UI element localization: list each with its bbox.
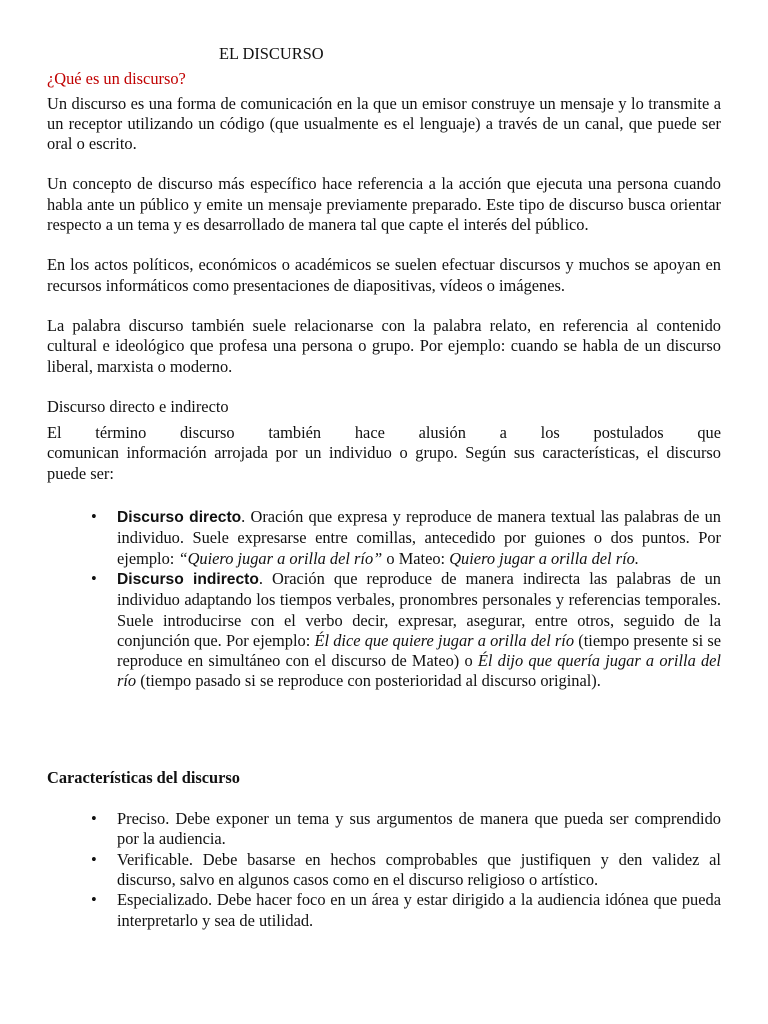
term-direct: Discurso directo: [117, 509, 242, 527]
document-page: [47, 44, 721, 931]
paragraph-alusion-rest: comunican información arrojada por un individuo o grupo. Según sus características, el discurso puede ser:: [47, 443, 721, 483]
list-item: [47, 890, 721, 931]
subheading-direct-indirect: Discurso directo e indirecto: [47, 396, 229, 416]
indirect-text-3: (tiempo pasado si se reproduce con posterioridad al discurso original).: [136, 671, 601, 691]
paragraph-alusion-line1: El término discurso también hace alusión a los postulados que: [47, 423, 721, 443]
paragraph-relato: La palabra discurso también suele relacionarse con la palabra relato, en referencia al contenido cultural e ideológico que profesa una persona o grupo. Por ejemplo: cuando se habla de un discurso liberal, marxista o moderno.: [47, 315, 721, 376]
bullet-icon: •: [91, 809, 97, 829]
bullet-icon: •: [91, 568, 97, 588]
bullet-icon: •: [91, 507, 97, 527]
direct-text-1: . Oración que expresa y reproduce de manera textual las palabras de un individuo. Suele expresarse entre comillas, antecedido por guiones o dos puntos. Por ejemplo:: [117, 507, 721, 568]
speech-types-list: [47, 507, 721, 692]
term-indirect: Discurso indirecto: [117, 570, 259, 588]
indirect-example-2: Él dijo que quería jugar a orilla del río: [117, 651, 721, 691]
list-item: [47, 850, 721, 891]
section-heading-characteristics: Características del discurso: [47, 767, 241, 787]
direct-example-2: Quiero jugar a orilla del río: [449, 548, 635, 568]
characteristic-specialized: Especializado. Debe hacer foco en un área y estar dirigido a la audiencia idónea que pueda interpretarlo y sea de utilidad.: [117, 890, 721, 930]
characteristic-verifiable: Verificable. Debe basarse en hechos comprobables que justifiquen y den validez al discurso, salvo en algunos casos como en el discurso religioso o artístico.: [117, 849, 721, 889]
indirect-example-1: Él dice que quiere jugar a orilla del río: [314, 630, 575, 650]
direct-end: .: [634, 548, 639, 568]
direct-example-1: “Quiero jugar a orilla del río”: [178, 548, 383, 568]
bullet-icon: •: [91, 890, 97, 910]
document-title: EL DISCURSO: [219, 44, 324, 63]
question-heading: ¿Qué es un discurso?: [47, 69, 186, 89]
characteristic-precise: Preciso. Debe exponer un tema y sus argumentos de manera que pueda ser comprendido por la audiencia.: [117, 809, 721, 849]
indirect-text-1: . Oración que reproduce de manera indirecta las palabras de un individuo adaptando los tiempos verbales, pronombres personales y referencias temporales. Suele introducirse con el verbo decir, expresar, asegurar, entre otros, seguido de la conjunción que. Por ejemplo:: [117, 568, 721, 650]
list-item: [47, 809, 721, 850]
list-item-indirect: [47, 569, 721, 692]
indirect-text-2: (tiempo presente si se reproduce en simultáneo con el discurso de Mateo) o: [117, 630, 721, 671]
bullet-icon: •: [91, 849, 97, 869]
paragraph-definition: Un discurso es una forma de comunicación en la que un emisor construye un mensaje y lo transmite a un receptor utilizando un código (que usualmente es el lenguaje) a través de un canal, que puede ser oral o escrito.: [47, 93, 721, 154]
direct-text-2: o Mateo:: [382, 548, 450, 568]
list-item-direct: [47, 507, 721, 569]
characteristics-list: [47, 809, 721, 931]
paragraph-political-acts: En los actos políticos, económicos o académicos se suelen efectuar discursos y muchos se apoyan en recursos informáticos como presentaciones de diapositivas, vídeos o imágenes.: [47, 255, 721, 295]
paragraph-specific-concept: Un concepto de discurso más específico hace referencia a la acción que ejecuta una persona cuando habla ante un público y emite un mensaje previamente preparado. Este tipo de discurso busca orientar respecto a un tema y es desarrollado de manera tal que capte el interés del público.: [47, 174, 721, 235]
